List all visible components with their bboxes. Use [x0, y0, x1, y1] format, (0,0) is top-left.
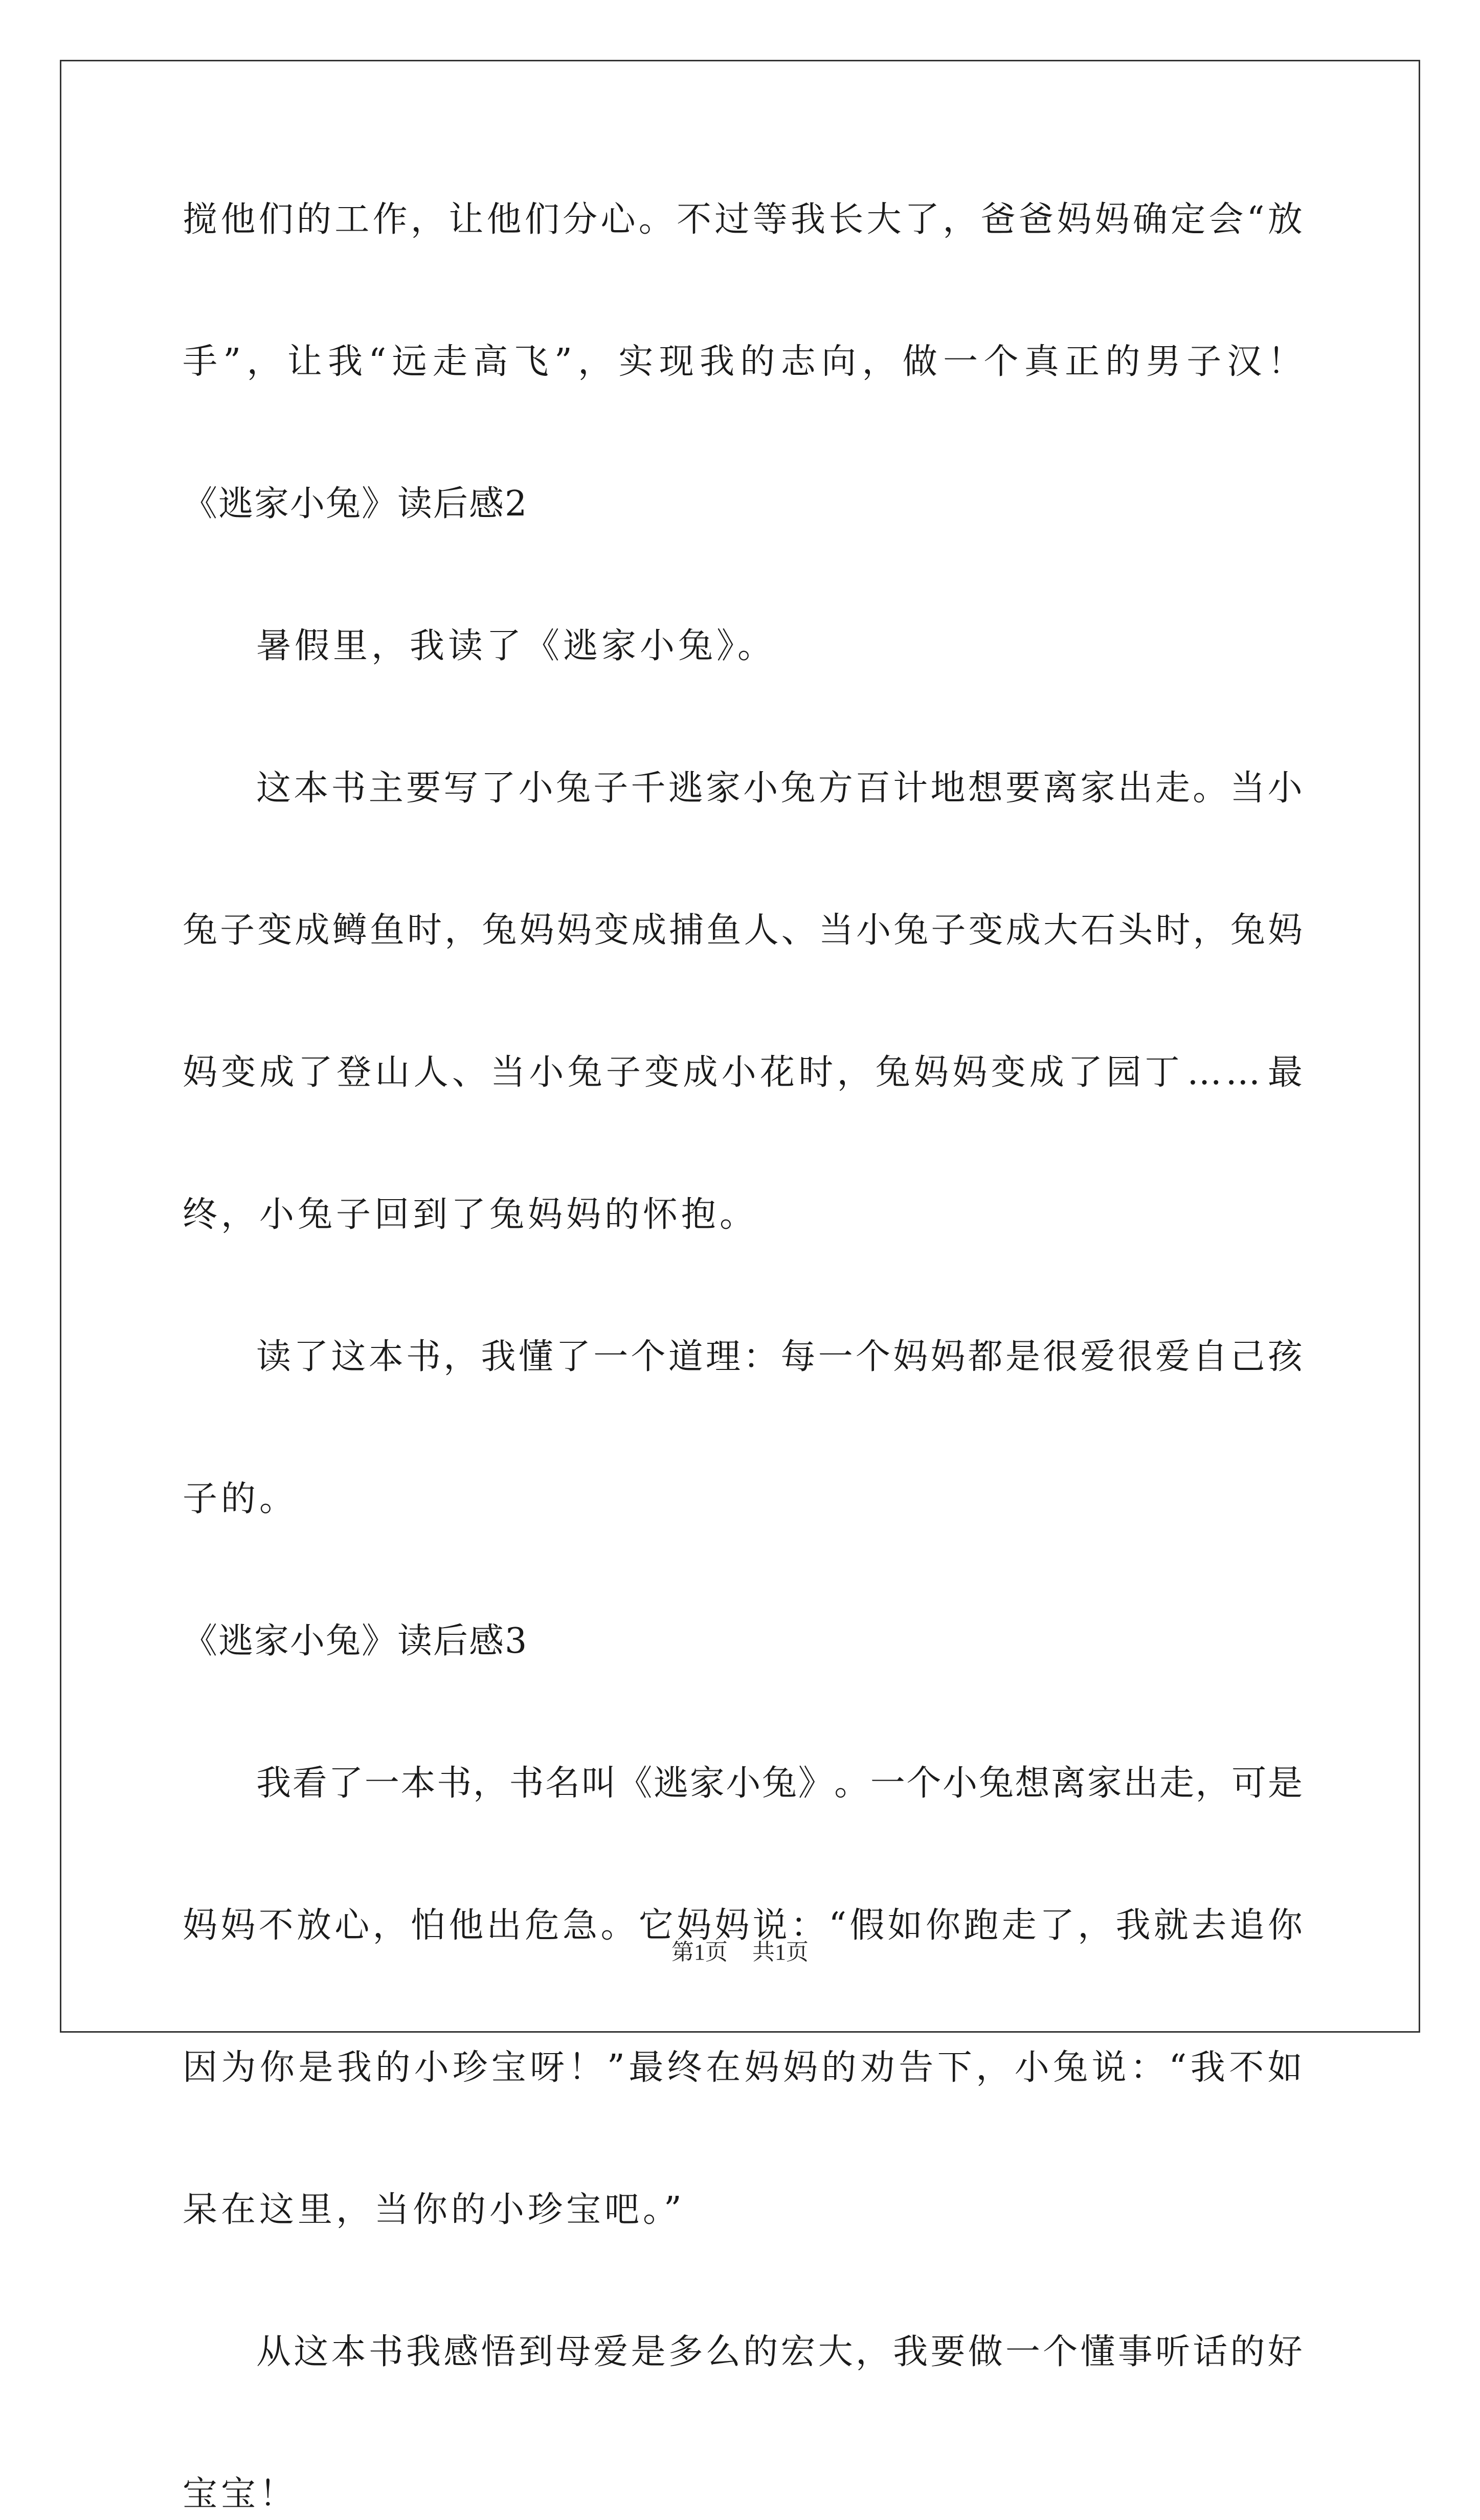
page-number-current: 第1页 — [671, 1940, 728, 1965]
paragraph-line: 手 ” ， 让 我 “ 远 走 高 飞 ” ， 实 现 我 的 志 向 ， 做 一 个 真 正 的 男 子 汉 ！ — [183, 342, 1303, 382]
paragraph-line: 妈 变 成 了 登 山 人 、 当 小 兔 子 变 成 小 花 时 ， 兔 妈 妈 变 成 了 园 丁 … … 最 — [183, 1052, 1303, 1093]
paragraph-line: 这 本 书 主 要 写 了 小 兔 子 千 逃 家 小 兔 方 百 计 地 想 要 离 家 出 走 。 当 小 — [256, 768, 1303, 808]
paragraph-line: 读 了 这 本 书 ， 我 懂 了 一 个 道 理 ： 每 一 个 妈 妈 都 是 很 爱 很 爱 自 己 孩 — [256, 1337, 1303, 1377]
section-heading: 《逃家小兔》读后感3 — [183, 1621, 528, 1661]
paragraph-line: 因 为 你 是 我 的 小 珍 宝 呀 ！ ” 最 终 在 妈 妈 的 劝 告 下 ， 小 兔 说 ： “ 我 不 如 — [183, 2048, 1303, 2088]
section-heading: 《逃家小兔》读后感2 — [183, 484, 528, 524]
document-body — [183, 194, 1303, 2520]
paragraph-line: 终，小兔子回到了兔妈妈的怀抱。 — [183, 1195, 758, 1235]
paragraph-line: 宝宝！ — [183, 2474, 298, 2514]
paragraph-line: 暑假里，我读了《逃家小兔》。 — [256, 626, 776, 666]
page-footer — [0, 1938, 1480, 1967]
paragraph-line: 我 看 了 一 本 书 ， 书 名 叫 《 逃 家 小 兔 》 。 一 个 小 兔 想 离 家 出 走 ， 可 是 — [256, 1763, 1303, 1804]
paragraph-line: 搅 他 们 的 工 作 ， 让 他 们 分 心 。 不 过 等 我 长 大 了 ， 爸 爸 妈 妈 确 定 会 “ 放 — [183, 199, 1303, 240]
paragraph-line: 妈 妈 不 放 心 ， 怕 他 出 危 急 。 它 妈 妈 说 ： “ 假 如 你 跑 走 了 ， 我 就 去 追 你 — [183, 1905, 1303, 1946]
paragraph-line: 呆在这里，当你的小珍宝吧。” — [183, 2190, 685, 2230]
paragraph-line: 子的。 — [183, 1479, 298, 1519]
paragraph-line: 从 这 本 书 我 感 悟 到 母 爱 是 多 么 的 宏 大 ， 我 要 做 一 个 懂 事 听 话 的 好 — [256, 2332, 1303, 2372]
paragraph-line: 兔 子 变 成 鳟 鱼 时 ， 兔 妈 妈 变 成 捕 鱼 人 、 当 小 兔 子 变 成 大 石 头 时 ， 兔 妈 — [183, 910, 1303, 951]
page-number-total: 共1页 — [752, 1940, 809, 1965]
